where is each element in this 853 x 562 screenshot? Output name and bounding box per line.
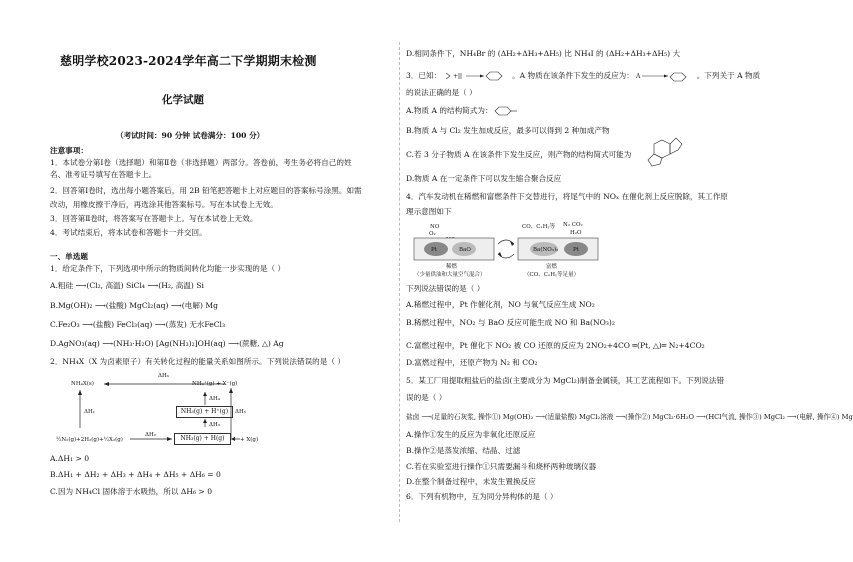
svg-text:+: +	[452, 73, 458, 80]
subject-title: 化学试题	[162, 94, 204, 106]
q4-stem-1: 4．汽车发动机在稀燃和富燃条件下交替进行，将尾气中的 NOₓ 在催化剂上反应脱除，其工作原	[406, 192, 728, 201]
q3-option-d: D.物质 A 在一定条件下可以发生缩合聚合反应	[406, 174, 562, 183]
q2-option-c: C.因为 NH₄Cl 固体溶于水吸热，所以 ΔH₆ > 0	[50, 487, 213, 496]
q3-stem-d: 的说法正确的是（ ）	[406, 88, 477, 97]
trimer-structure-icon	[644, 134, 684, 168]
q4-question: 下列说法错误的是（ ）	[406, 284, 485, 293]
notice-line: 4．考试结束后，将本试卷和答题卡一并交回。	[50, 228, 207, 237]
label-dh2: ΔH₂	[145, 432, 156, 438]
species-nh3-h: NH₃(g) + H(g)	[174, 433, 231, 445]
q1-stem: 1．给定条件下，下列选项中所示的物质间转化均能一步实现的是（ ）	[50, 264, 286, 273]
label-bao: BaO	[459, 247, 471, 253]
diels-alder-scheme-icon	[444, 70, 510, 82]
label-dh4: ΔH₄	[209, 396, 220, 402]
q5-stem-2: 误的是（ ）	[406, 393, 447, 402]
q6-stem: 6．下列有机物中，互为同分异构体的是（ ）	[406, 492, 558, 501]
q3-stem-c: 。下列关于 A 物质	[696, 71, 761, 80]
label-no: NO	[430, 224, 440, 230]
q2-option-d: D.相同条件下，NH₄Br 的 (ΔH₂+ΔH₃+ΔH₅) 比 NH₄I 的 (ΔH₂+ΔH₃+ΔH₅) 大	[406, 49, 681, 58]
q3-stem	[406, 70, 760, 82]
right-column	[400, 0, 853, 562]
svg-text:A: A	[636, 73, 641, 80]
species-nh3-hplus: NH₃(g) + H⁺(g)	[176, 406, 233, 418]
q5-stem-1: 5．某工厂用提取粗盐后的盐卤(主要成分为 MgCl₂)制备金属镁，其工艺流程如下。下列说法错	[406, 376, 725, 385]
q3-stem-b: 。A 物质在该条件下发生的反应为：	[512, 71, 634, 80]
q1-option-d: D.AgNO₃(aq) ⟶(NH₃·H₂O) [Ag(NH₃)₂]OH(aq) ⟶(蔗糖, △) Ag	[50, 339, 284, 348]
section-heading: 一、单选题	[50, 252, 88, 261]
q3-option-c: C.若 3 分子物质 A 在该条件下发生反应，则产物的结构简式可能为	[406, 150, 632, 159]
species-nh4x-s: NH₄X(s)	[71, 381, 94, 387]
label-co: CO、CₓHᵧ等	[522, 224, 556, 230]
q5-option-b: B.操作②是蒸发浓缩、结晶、过滤	[406, 446, 521, 455]
exam-title: 慈明学校2023-2024学年高二下学期期末检测	[60, 54, 317, 68]
q3-option-a	[406, 106, 517, 116]
label-dh3: ΔH₃	[209, 422, 220, 428]
label-bano3: Ba(NO₃)₂	[533, 247, 559, 253]
q4-option-b: B.稀燃过程中，NO₂ 与 BaO 反应可能生成 NO 和 Ba(NO₃)₂	[406, 318, 615, 327]
notice-line: 改动，用橡皮擦干净后，再选涂其他答案标号。写在本试卷上无效。	[50, 200, 278, 209]
q4-option-c: C.富燃过程中，Pt 催化下 NO₂ 被 CO 还原的反应为 2NO₂+4CO ═(Pt, △)═ N₂+4CO₂	[406, 341, 705, 350]
notice-line: 2．回答第Ⅰ卷时，选出每小题答案后，用 2B 铅笔把答题卡上对应题目的答案标号涂黑。如需	[50, 186, 362, 195]
notice-line: 名、准考证号填写在答题卡上。	[50, 170, 157, 179]
label-n2co2: N₂ CO₂	[563, 222, 583, 228]
q3-option-b: B.物质 A 与 Cl₂ 发生加成反应，最多可以得到 2 种加成产物	[406, 126, 610, 135]
label-lean: 稀燃	[446, 264, 458, 270]
label-rich: 富燃	[546, 264, 558, 270]
q2-option-a: A.ΔH₁ > 0	[50, 454, 90, 463]
q2-stem: 2．NH₄X（X 为卤素原子）有关转化过程的能量关系如图所示。下列说法错误的是（ ）	[50, 357, 345, 366]
label-dh1: ΔH₁	[84, 409, 95, 415]
q3-option-a-text: A.物质 A 的结构简式为：	[406, 106, 493, 115]
q5-option-c: C.若在实验室进行操作①只需要漏斗和烧杯两种玻璃仪器	[406, 462, 597, 471]
species-elements: ½N₂(g)+2H₂(g)+½X₂(g)	[56, 437, 123, 443]
q1-option-c: C.Fe₂O₃ ⟶(盐酸) FeCl₃(aq) ⟶(蒸发) 无水FeCl₃	[50, 320, 226, 329]
notice-heading: 注意事项：	[50, 146, 88, 155]
label-pt-right: Pt	[573, 247, 579, 253]
label-h2o: H₂O	[570, 230, 582, 236]
notice-line: 1．本试卷分第Ⅰ卷（选择题）和第Ⅱ卷（非选择题）两部分。答卷前，考生务必将自己的姓	[50, 158, 352, 167]
label-dh5: ΔH₅	[235, 409, 246, 415]
species-xg: + X(g)	[240, 437, 259, 443]
left-column	[0, 0, 400, 562]
q1-option-a: A.粗硅 ⟶(Cl₂, 高温) SiCl₄ ⟶(H₂, 高温) Si	[50, 281, 204, 290]
methylenecyclohexene-icon	[495, 106, 517, 116]
q4-stem-2: 理示意图如下	[406, 207, 452, 216]
q5-option-a: A.操作①发生的反应为非氧化还原反应	[406, 430, 536, 439]
label-rich-note: （CO、CₓHᵧ等足量）	[524, 272, 580, 278]
notice-line: 3．回答第Ⅱ卷时，将答案写在答题卡上。写在本试卷上无效。	[50, 214, 258, 223]
q5-option-d: D.在整个制备过程中，未发生置换反应	[406, 477, 536, 486]
species-ions-gas: NH₄⁺(g) + X⁻(g)	[192, 381, 238, 387]
q4-option-d: D.富燃过程中，还原产物为 N₂ 和 CO₂	[406, 358, 538, 367]
q3-stem-a: 3．已知：	[406, 71, 442, 80]
label-pt-left: Pt	[431, 247, 437, 253]
label-lean-note: （少量供油和大量空气混合）	[414, 272, 486, 278]
q2-option-b: B.ΔH₁ + ΔH₂ + ΔH₃ + ΔH₄ + ΔH₅ + ΔH₆ = 0	[50, 470, 221, 479]
q1-option-b: B.Mg(OH)₂ ⟶(盐酸) MgCl₂(aq) ⟶(电解) Mg	[50, 301, 218, 310]
label-o2: O₂	[429, 231, 436, 237]
q5-flow: 盐卤 ⟶(足量的石灰浆, 操作①) Mg(OH)₂ ⟶(适量盐酸) MgCl₂溶液 ⟶(操作②) MgCl₂·6H₂O ⟶(HCl气流, 操作③) MgCl₂ ⟶(电解, 操作④) Mg	[406, 413, 853, 421]
label-dh6: ΔH₆	[158, 373, 169, 379]
exam-info: （考试时间：90 分钟 试卷满分：100 分）	[116, 131, 265, 140]
reaction-arrow-icon	[636, 70, 694, 82]
q4-option-a: A.稀燃过程中，Pt 作催化剂，NO 与氧气反应生成 NO₂	[406, 300, 595, 309]
